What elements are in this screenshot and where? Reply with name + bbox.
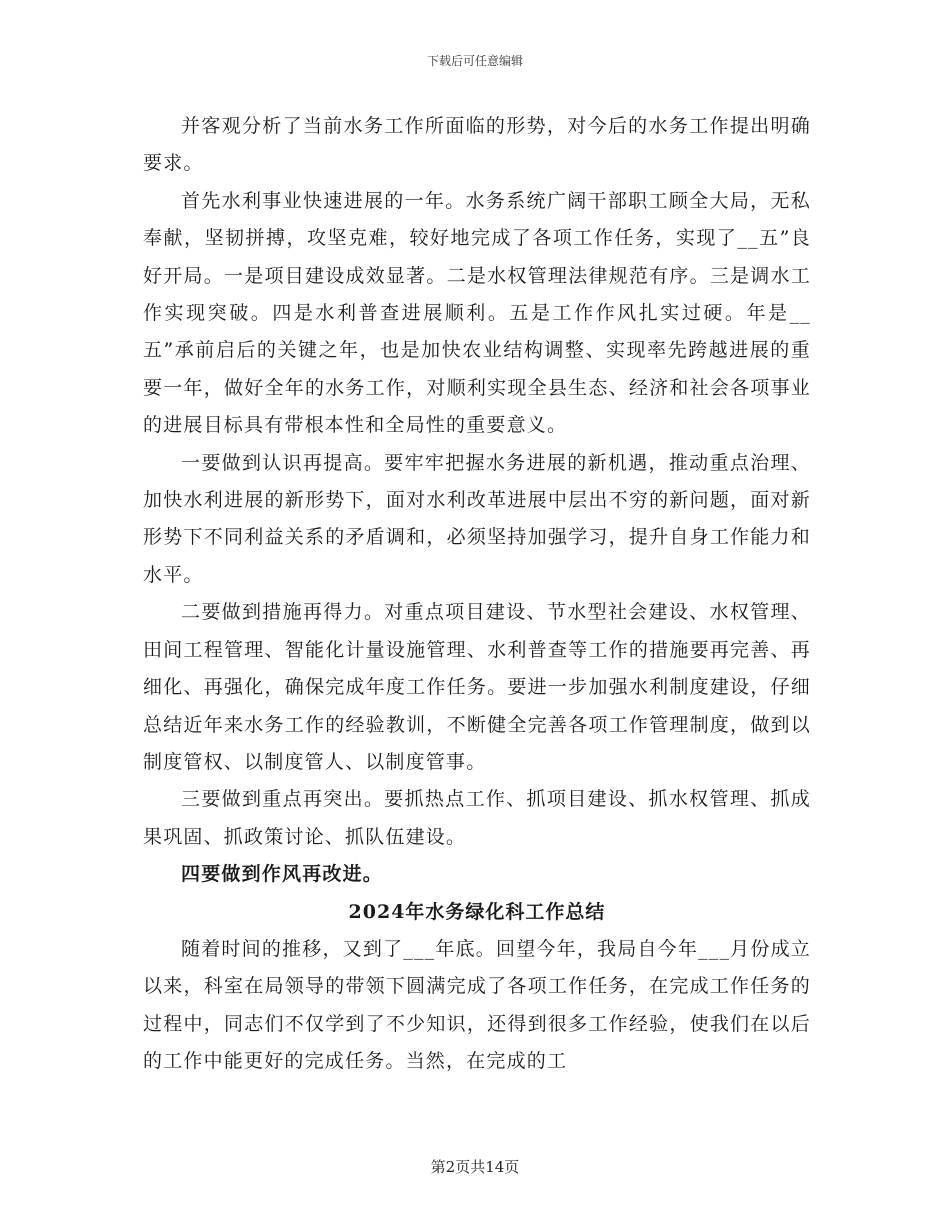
page-header: 下载后可任意编辑	[426, 54, 523, 68]
paragraph-4: 二要做到措施再得力。对重点项目建设、节水型社会建设、水权管理、田间工程管理、智能化计量设施管理、水利普查等工作的措施要再完善、再细化、再强化，确保完成年度工作任务。要进一步加强水利制度建设，仔细总结近年来水务工作的经验教训，不断健全完善各项工作管理制度，做到以制度管权、以制度管人、以制度管事。	[143, 601, 811, 773]
section-title: 2024年水务绿化科工作总结	[348, 900, 606, 923]
section-paragraph: 随着时间的推移，又到了___年底。回望今年，我局自今年___月份成立以来，科室在局领导的带领下圆满完成了各项工作任务，在完成工作任务的过程中，同志们不仅学到了不少知识，还得到很多工作经验，使我们在以后的工作中能更好的完成任务。当然，在完成的工	[143, 937, 811, 1073]
paragraph-3: 一要做到认识再提高。要牢牢把握水务进展的新机遇，推动重点治理、加快水利进展的新形势下，面对水利改革进展中层出不穷的新问题，面对新形势下不同利益关系的矛盾调和，必须坚持加强学习，提升自身工作能力和水平。	[143, 451, 811, 586]
document-body	[143, 108, 811, 1081]
paragraph-1: 并客观分析了当前水务工作所面临的形势，对今后的水务工作提出明确要求。	[143, 115, 811, 175]
page-footer: 第2页共14页	[430, 1158, 520, 1176]
paragraph-5: 三要做到重点再突出。要抓热点工作、抓项目建设、抓水权管理、抓成果巩固、抓政策讨论、抓队伍建设。	[143, 788, 811, 848]
paragraph-2: 首先水利事业快速进展的一年。水务系统广阔干部职工顾全大局，无私奉献，坚韧拼搏，攻坚克难，较好地完成了各项工作任务，实现了__五”良好开局。一是项目建设成效显著。二是水权管理法律规范有序。三是调水工作实现突破。四是水利普查进展顺利。五是工作作风扎实过硬。年是__五”承前启后的关键之年，也是加快农业结构调整、实现率先跨越进展的重要一年，做好全年的水务工作，对顺利实现全县生态、经济和社会各项事业的进展目标具有带根本性和全局性的重要意义。	[143, 189, 811, 437]
bold-paragraph: 四要做到作风再改进。	[181, 863, 384, 886]
